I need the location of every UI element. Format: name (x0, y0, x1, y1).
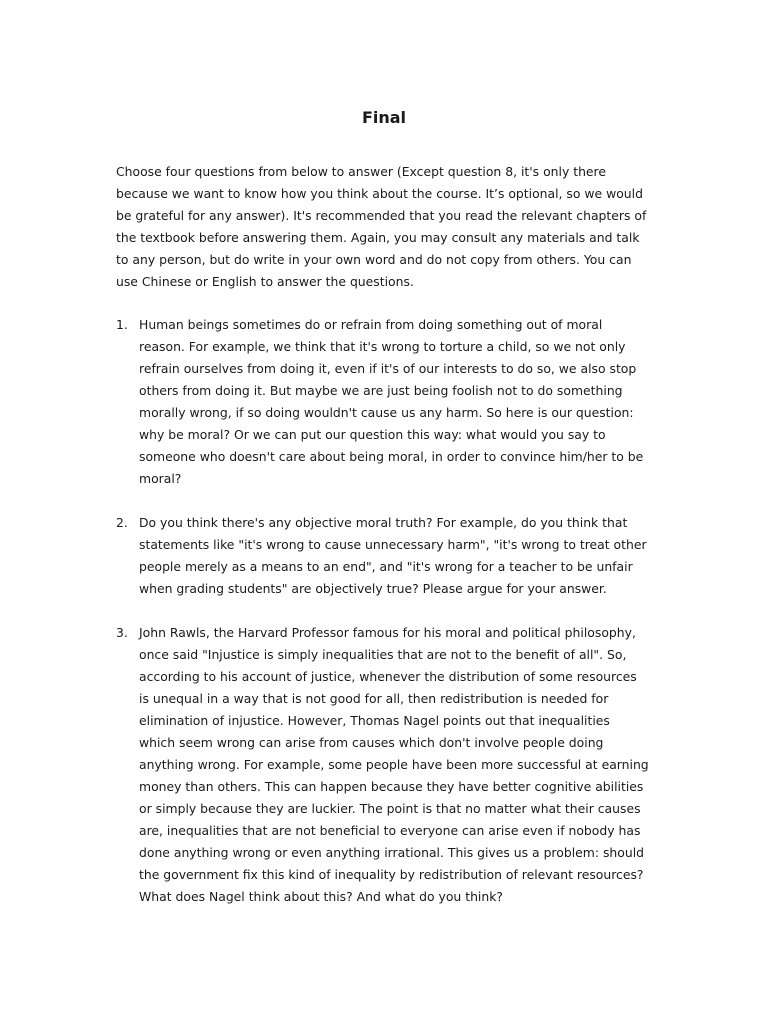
text-line: statements like "it's wrong to cause unnecessary harm", "it's wrong to treat other (139, 537, 647, 552)
question-item-3 (116, 622, 661, 908)
instructions-paragraph (116, 161, 656, 293)
text-line: reason. For example, we think that it's wrong to torture a child, so we not only (139, 339, 626, 354)
text-line: Choose four questions from below to answer (Except question 8, it's only there (116, 164, 606, 179)
text-line: because we want to know how you think about the course. It’s optional, so we would (116, 186, 643, 201)
text-line: is unequal in a way that is not good for all, then redistribution is needed for (139, 691, 609, 706)
text-line: which seem wrong can arise from causes which don't involve people doing (139, 735, 604, 750)
text-line: money than others. This can happen because they have better cognitive abilities (139, 779, 644, 794)
text-line: John Rawls, the Harvard Professor famous for his moral and political philosophy, (139, 625, 636, 640)
text-line: anything wrong. For example, some people have been more successful at earning (139, 757, 649, 772)
text-line: are, inequalities that are not beneficial to everyone can arise even if nobody has (139, 823, 641, 838)
text-line: according to his account of justice, whenever the distribution of some resources (139, 669, 637, 684)
question-list (116, 314, 661, 930)
text-line: when grading students" are objectively true? Please argue for your answer. (139, 581, 607, 596)
text-line: moral? (139, 471, 182, 486)
text-line: people merely as a means to an end", and "it's wrong for a teacher to be unfair (139, 559, 633, 574)
text-line: to any person, but do write in your own word and do not copy from others. You can (116, 252, 632, 267)
text-line: elimination of injustice. However, Thomas Nagel points out that inequalities (139, 713, 610, 728)
text-line: once said "Injustice is simply inequalities that are not to the benefit of all". So, (139, 647, 627, 662)
question-number: 1. (116, 317, 128, 332)
text-line: Human beings sometimes do or refrain from doing something out of moral (139, 317, 603, 332)
question-number: 3. (116, 625, 128, 640)
text-line: refrain ourselves from doing it, even if it's of our interests to do so, we also stop (139, 361, 637, 376)
text-line: Do you think there's any objective moral truth? For example, do you think that (139, 515, 628, 530)
text-line: others from doing it. But maybe we are just being foolish not to do something (139, 383, 623, 398)
question-item-1 (116, 314, 661, 490)
page-title: Final (361, 108, 407, 127)
text-line: be grateful for any answer). It's recommended that you read the relevant chapters of (116, 208, 647, 223)
text-line: the textbook before answering them. Again, you may consult any materials and talk (116, 230, 640, 245)
text-line: What does Nagel think about this? And what do you think? (139, 889, 503, 904)
question-item-2 (116, 512, 661, 600)
question-number: 2. (116, 515, 128, 530)
text-line: use Chinese or English to answer the questions. (116, 274, 414, 289)
text-line: done anything wrong or even anything irrational. This gives us a problem: should (139, 845, 644, 860)
text-line: or simply because they are luckier. The point is that no matter what their causes (139, 801, 641, 816)
text-line: the government fix this kind of inequality by redistribution of relevant resources? (139, 867, 644, 882)
text-line: why be moral? Or we can put our question this way: what would you say to (139, 427, 606, 442)
text-line: someone who doesn't care about being moral, in order to convince him/her to be (139, 449, 644, 464)
text-line: morally wrong, if so doing wouldn't cause us any harm. So here is our question: (139, 405, 634, 420)
